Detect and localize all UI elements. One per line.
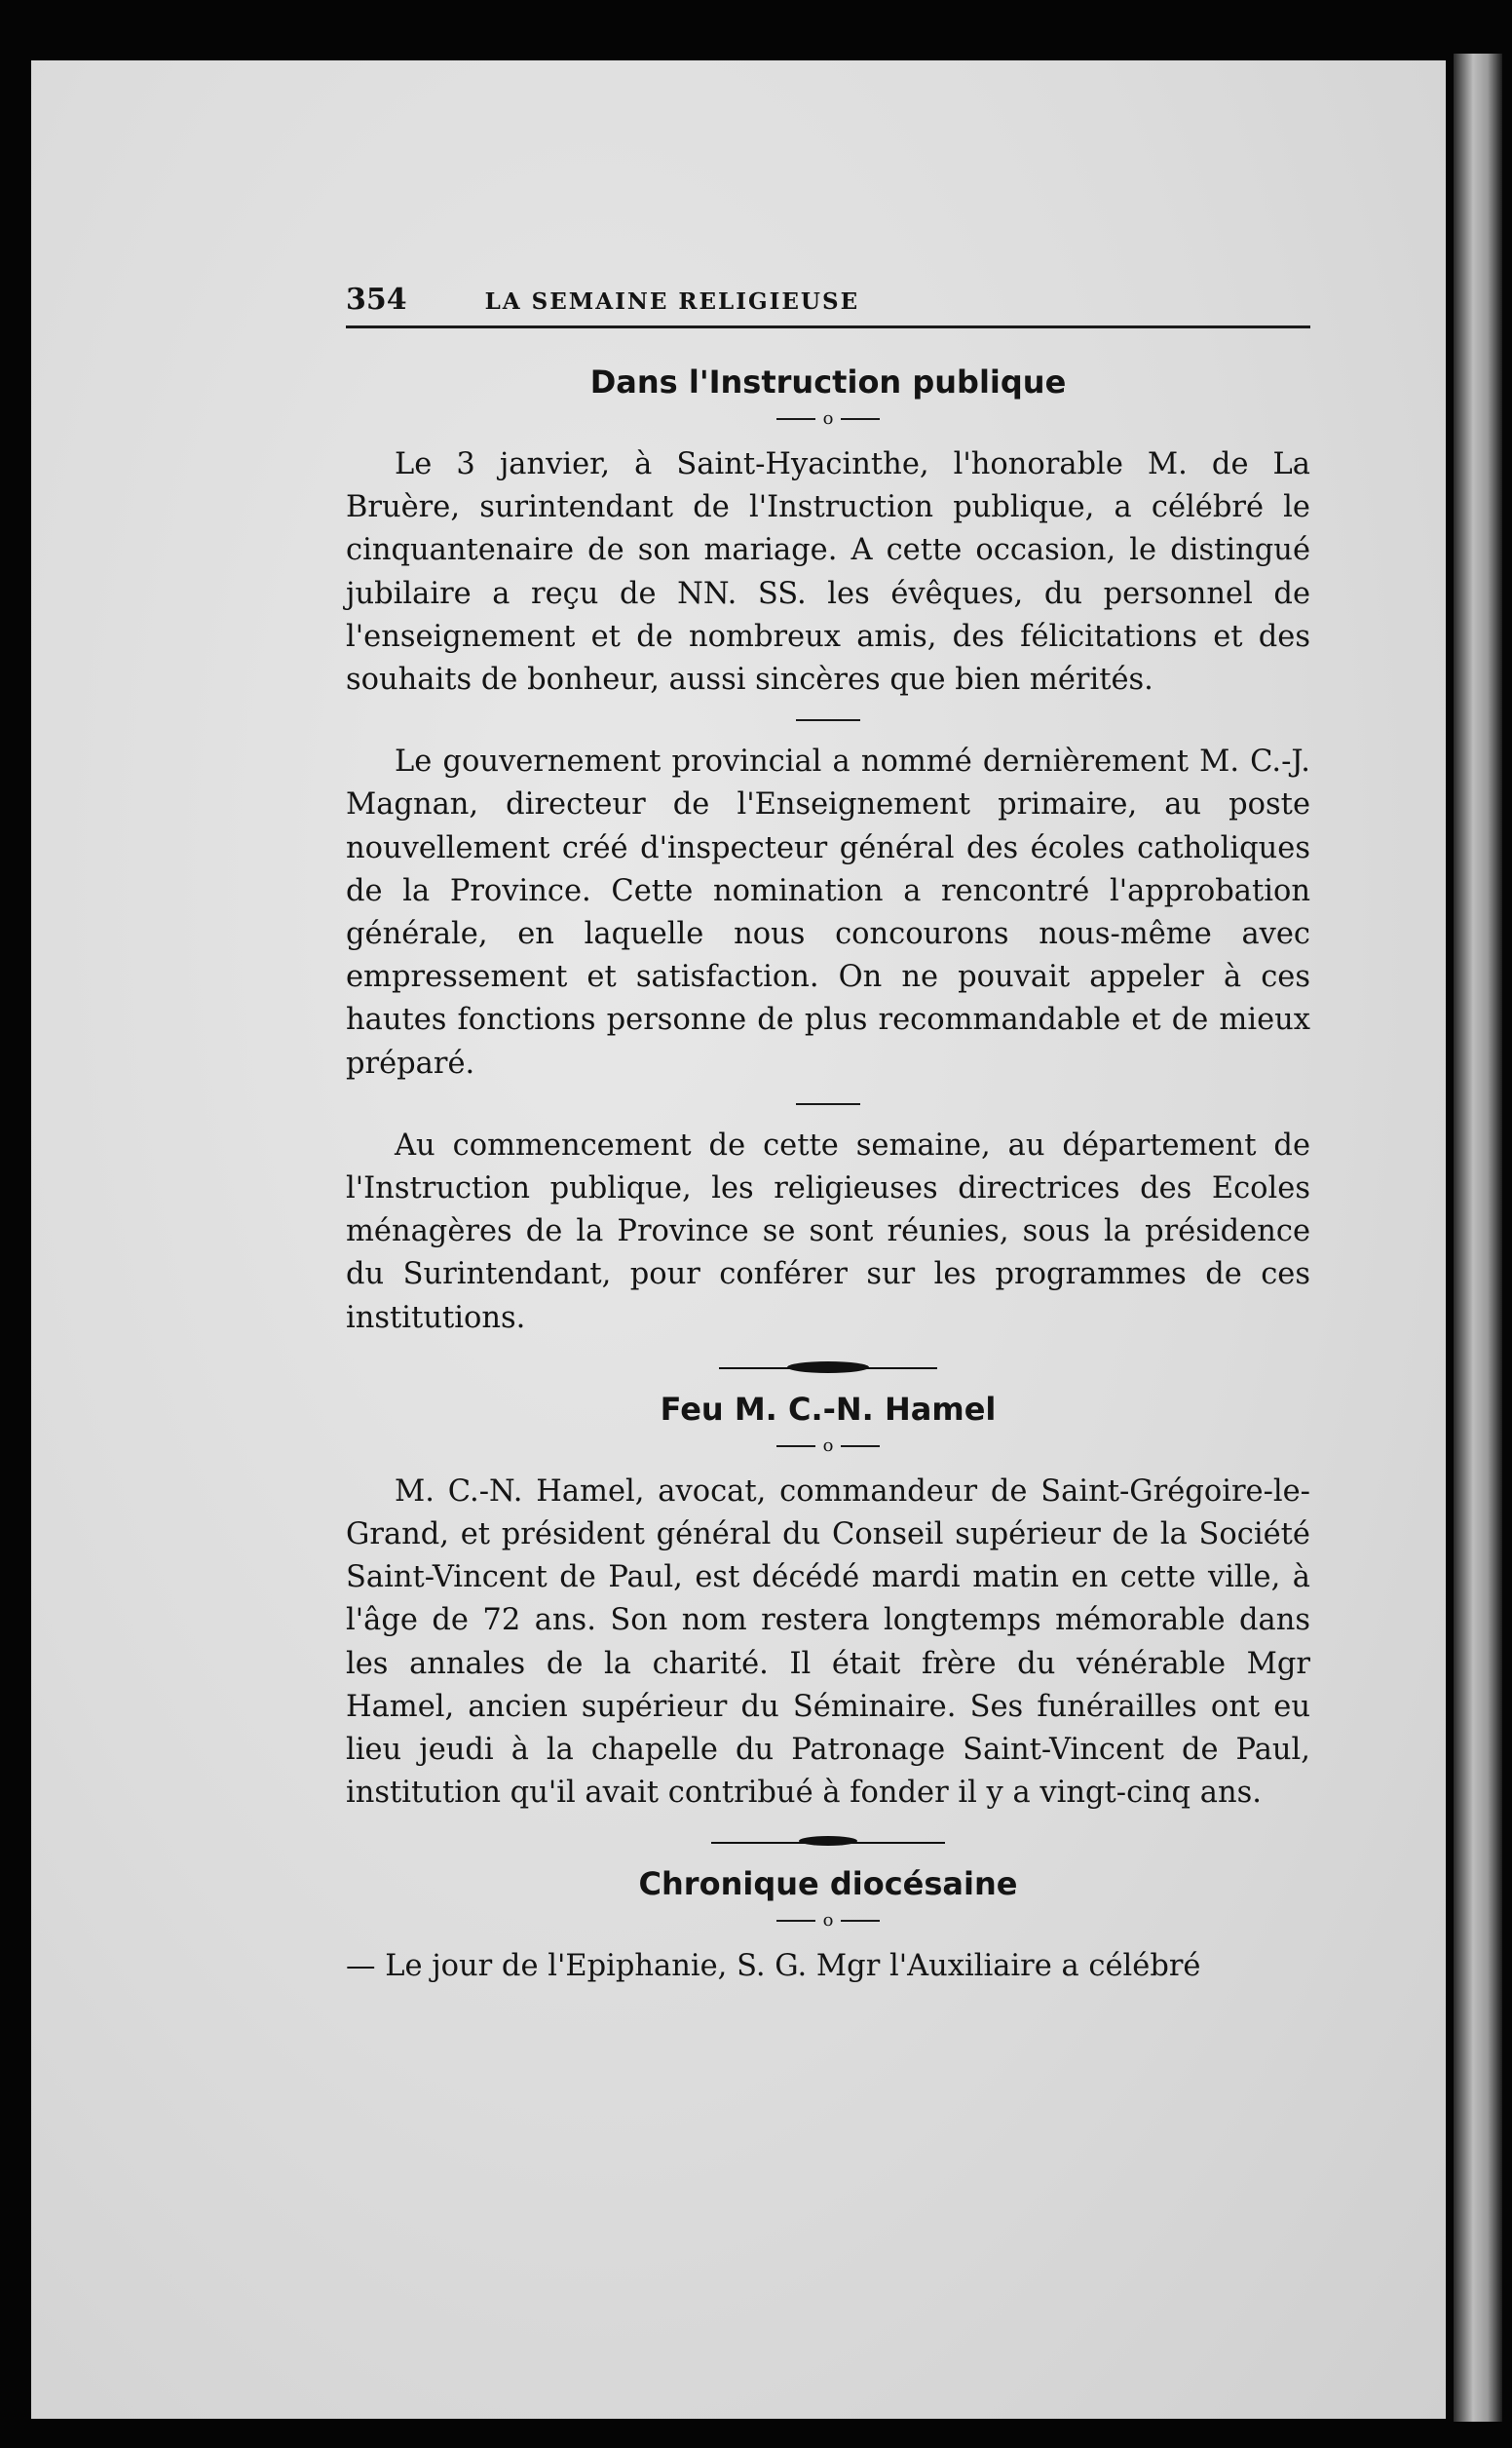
paragraph: M. C.-N. Hamel, avocat, commandeur de Saint-Grégoire-le-Grand, et président général du Conseil supérieur de la Société Saint-Vincent de Paul, est décédé mardi matin en cette ville, à l'âge de 72 ans. Son nom restera longtemps mémorable dans les annales de la charité. Il était frère du vénérable Mgr Hamel, ancien supérieur du Séminaire. Ses funérailles ont eu lieu jeudi à la chapelle du Patronage Saint-Vincent de Paul, institution qu'il avait contribué à fonder il y a vingt-cinq ans. [346, 1473, 1310, 1811]
page-number: 354 [346, 283, 407, 317]
section-heading: Dans l'Instruction publique [589, 363, 1067, 401]
section-heading: Feu M. C.-N. Hamel [660, 1390, 997, 1428]
separator-rule [796, 719, 860, 721]
paragraph: Le gouvernement provincial a nommé dernièrement M. C.-J. Magnan, directeur de l'Enseignement primaire, au poste nouvellement créé d'inspecteur général des écoles catholiques de la Province. Cette nomination a rencontré l'approbation générale, en laquelle nous concourons nous-même avec empressement et satisfaction. On ne pouvait appeler à ces hautes fonctions personne de plus recommandable et de mieux préparé. [346, 745, 1310, 1081]
adjacent-page-edge [1454, 54, 1502, 2422]
heading-ornament: o [346, 1910, 1310, 1932]
running-title: LA SEMAINE RELIGIEUSE [484, 288, 860, 315]
page-content [346, 283, 1310, 1989]
section-heading: Chronique diocésaine [638, 1865, 1018, 1903]
heading-ornament: o [346, 1435, 1310, 1457]
separator-rule [796, 1103, 860, 1105]
heading-ornament: o [346, 408, 1310, 430]
page-header [346, 283, 1310, 328]
paragraph: Le 3 janvier, à Saint-Hyacinthe, l'honorable M. de La Bruère, surintendant de l'Instruction publique, a célébré le cinquantenaire de son mariage. A cette occasion, le distingué jubilaire a reçu de NN. SS. les évêques, du personnel de l'enseignement et de nombreux amis, des félicitations et des souhaits de bonheur, aussi sincères que bien mérités. [346, 447, 1310, 698]
section-divider-ornament [711, 1834, 945, 1852]
section-divider-ornament [719, 1359, 937, 1377]
paragraph: Au commencement de cette semaine, au département de l'Instruction publique, les religieuses directrices des Ecoles ménagères de la Province se sont réunies, sous la présidence du Surintendant, pour conférer sur les programmes de ces institutions. [346, 1128, 1310, 1335]
paragraph: — Le jour de l'Epiphanie, S. G. Mgr l'Auxiliaire a célébré [346, 1949, 1201, 1984]
